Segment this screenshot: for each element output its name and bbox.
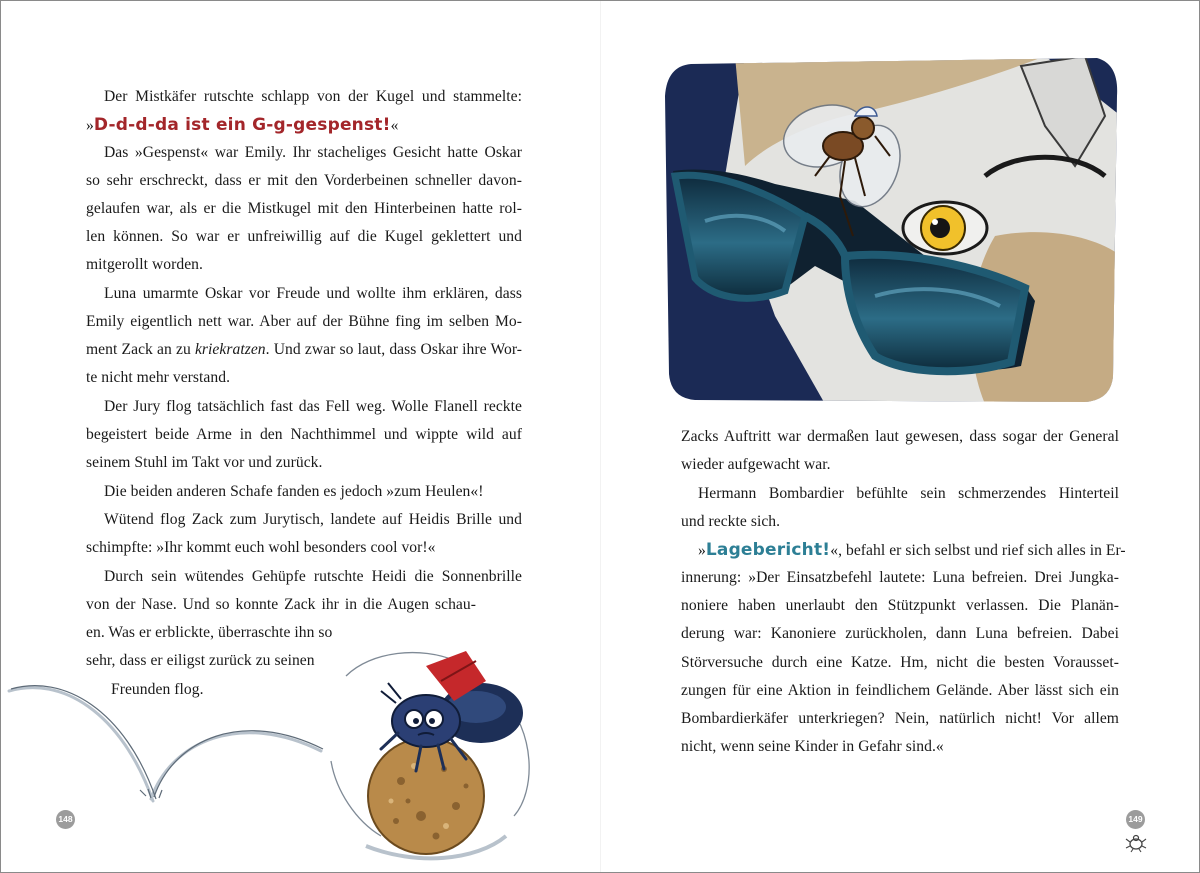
quote-open: » bbox=[698, 542, 706, 559]
text-line: sehr, dass er eiligst zurück zu seinen bbox=[86, 652, 315, 669]
text-line: en. Was er erblickte, überraschte ihn so bbox=[86, 624, 333, 641]
text-line: Die beiden anderen Schafe fanden es jedoch »zum Heulen«! bbox=[104, 483, 484, 500]
text-line: und reckte sich. bbox=[681, 513, 781, 530]
text-line: gelaufen war, als er die Mistkugel mit den Hinterbeinen hatte rol- bbox=[86, 200, 522, 217]
text-line: Das »Gespenst« war Emily. Ihr stacheliges Gesicht hatte Oskar bbox=[104, 144, 522, 161]
text-line: te nicht mehr verstand. bbox=[86, 369, 231, 386]
beetle-ornament-icon bbox=[1125, 833, 1147, 853]
text-line: innerung: »Der Einsatzbefehl lautete: Luna befreien. Drei Jungka- bbox=[681, 569, 1119, 586]
text-line: Emily eigentlich nett war. Aber auf der Bühne fing im selben Mo- bbox=[86, 313, 522, 330]
left-page bbox=[1, 1, 601, 872]
quote-close: « bbox=[390, 117, 399, 134]
text-line: zungen für eine Aktion in feindlichem Gelände. Aber lässt sich ein bbox=[681, 682, 1119, 699]
text-line: schimpfte: »Ihr kommt euch wohl besonders cool vor!« bbox=[86, 539, 436, 556]
dung-beetle-on-ball-illustration bbox=[326, 641, 541, 873]
emphasized-speech: Lagebericht! bbox=[705, 540, 831, 560]
text-line: Freunden flog. bbox=[111, 681, 204, 698]
text-line: so sehr erschreckt, dass er mit den Vorderbeinen schneller davon- bbox=[86, 172, 522, 189]
text-line: nicht, wenn seine Kinder in Gefahr sind.« bbox=[681, 738, 944, 755]
text-line: Zacks Auftritt war dermaßen laut gewesen, dass sogar der General bbox=[681, 428, 1119, 445]
text-line: Störversuche durch eine Katze. Hm, nicht die besten Vorausset- bbox=[681, 654, 1119, 671]
text-line: noniere haben unerlaubt den Stützpunkt verlassen. Die Planän- bbox=[681, 597, 1119, 614]
text-line: Wütend flog Zack zum Jurytisch, landete auf Heidis Brille und bbox=[104, 511, 522, 528]
page-number-badge: 149 bbox=[1126, 810, 1145, 829]
text-line: wieder aufgewacht war. bbox=[681, 456, 831, 473]
text-line: Luna umarmte Oskar vor Freude und wollte ihm erklären, dass bbox=[104, 285, 522, 302]
quote-open: » bbox=[86, 117, 94, 134]
emphasized-speech: D-d-d-da ist ein G-g-gespenst! bbox=[93, 115, 391, 135]
text-line: Der Mistkäfer rutschte schlapp von der Kugel und stammelte: bbox=[104, 88, 522, 105]
text-fragment: . Und zwar so laut, dass Oskar ihre Wor- bbox=[265, 341, 522, 358]
text-line: derung war: Kanoniere zurückholen, dann Luna befreien. Dabei bbox=[681, 625, 1119, 642]
text-line-exclamation bbox=[86, 111, 398, 139]
text-line: len können. So war er unfreiwillig auf die Kugel geklettert und bbox=[86, 228, 522, 245]
right-page bbox=[601, 1, 1199, 872]
text-line: begeistert beide Arme in den Nachthimmel und wippte wild auf bbox=[86, 426, 522, 443]
text-fragment: ment Zack an zu bbox=[86, 341, 195, 358]
text-line: Hermann Bombardier befühlte sein schmerzendes Hinterteil bbox=[698, 485, 1119, 502]
sheep-sunglasses-fly-illustration bbox=[665, 56, 1121, 404]
text-line: mitgerollt worden. bbox=[86, 256, 203, 273]
text-line: seinem Stuhl im Takt vor und zurück. bbox=[86, 454, 323, 471]
text-fragment: «, befahl er sich selbst und rief sich alles in Er- bbox=[830, 542, 1126, 559]
text-line-italic bbox=[86, 336, 522, 364]
text-line-exclamation bbox=[698, 536, 1126, 564]
motion-trail-arcs bbox=[1, 671, 341, 811]
text-line: Bombardierkäfer unterkriegen? Nein, natürlich nicht! Vor allem bbox=[681, 710, 1119, 727]
text-line: Durch sein wütendes Gehüpfe rutschte Heidi die Sonnenbrille bbox=[104, 568, 522, 585]
page-number-badge: 148 bbox=[56, 810, 75, 829]
italic-word: kriekratzen bbox=[194, 341, 266, 358]
text-line: Der Jury flog tatsächlich fast das Fell weg. Wolle Flanell reckte bbox=[104, 398, 522, 415]
text-line: von der Nase. Und so konnte Zack ihr in die Augen schau- bbox=[86, 596, 476, 613]
